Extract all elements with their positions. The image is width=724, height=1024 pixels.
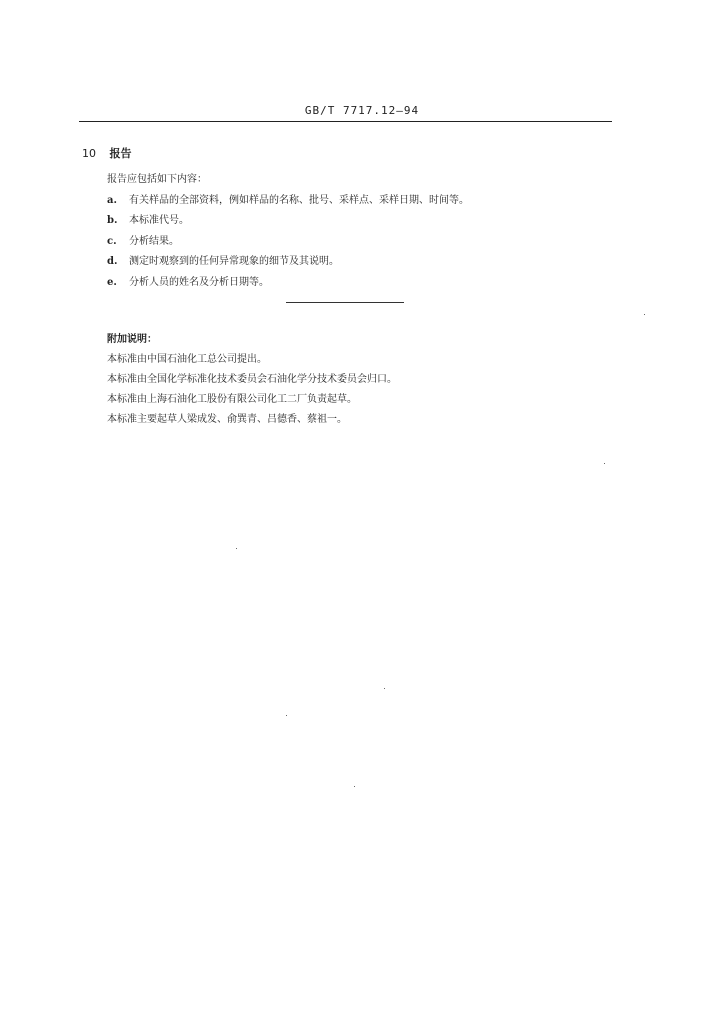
additional-notes-title: 附加说明： — [107, 334, 157, 345]
list-item — [107, 252, 469, 273]
list-item — [107, 273, 469, 294]
additional-note-line: 本标准主要起草人梁成发、俞巽青、吕德香、蔡祖一。 — [107, 414, 347, 425]
list-item-letter: e. — [107, 276, 117, 288]
header-rule — [79, 121, 612, 122]
report-intro: 报告应包括如下内容： — [107, 174, 207, 185]
section-heading — [82, 145, 132, 161]
list-item-text: 本标准代号。 — [129, 215, 189, 226]
section-number: 10 — [82, 147, 96, 160]
scan-speck — [644, 314, 645, 315]
additional-note-line: 本标准由上海石油化工股份有限公司化工二厂负责起草。 — [107, 394, 357, 405]
report-content — [107, 170, 469, 293]
list-item-text: 分析人员的姓名及分析日期等。 — [129, 276, 269, 288]
scan-speck — [604, 463, 605, 464]
additional-notes — [107, 330, 397, 430]
list-item-text: 有关样品的全部资料，例如样品的名称、批号、采样点、采样日期、时间等。 — [129, 194, 469, 206]
list-item-letter: d. — [107, 256, 118, 267]
section-divider — [286, 302, 404, 303]
scan-speck — [384, 688, 385, 689]
section-title: 报告 — [109, 147, 132, 160]
list-item-letter: b. — [107, 215, 118, 226]
additional-note-line: 本标准由全国化学标准化技术委员会石油化学分技术委员会归口。 — [107, 374, 397, 385]
list-item — [107, 232, 469, 253]
list-item-letter: c. — [107, 235, 117, 247]
list-item — [107, 211, 469, 232]
list-item-letter: a. — [107, 194, 117, 206]
list-item-text: 分析结果。 — [129, 235, 179, 247]
scan-speck — [354, 786, 355, 787]
scan-speck — [286, 715, 287, 716]
scan-speck — [236, 548, 237, 549]
header-standard-code: GB/T 7717.12—94 — [304, 104, 420, 117]
list-item — [107, 191, 469, 212]
additional-note-line: 本标准由中国石油化工总公司提出。 — [107, 354, 267, 365]
list-item-text: 测定时观察到的任何异常现象的细节及其说明。 — [129, 256, 339, 267]
